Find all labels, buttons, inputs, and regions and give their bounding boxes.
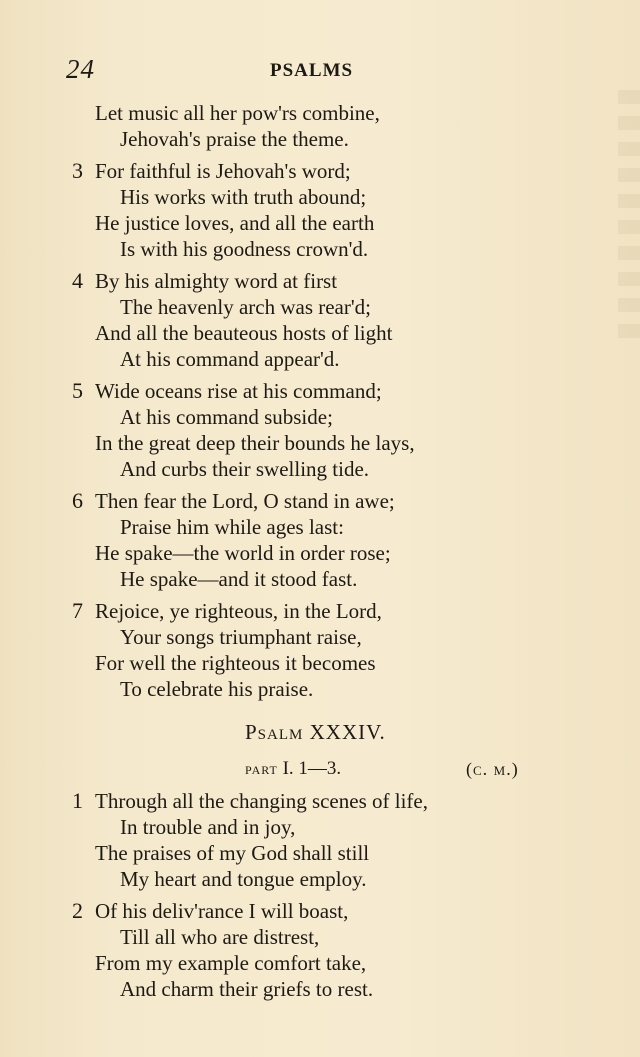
verse-number: 6 <box>72 488 83 513</box>
verse-number: 1 <box>72 788 83 813</box>
verse-line: The heavenly arch was rear'd; <box>120 295 371 319</box>
verse-line: And curbs their swelling tide. <box>120 457 370 481</box>
meter-label: (c. m.) <box>466 759 519 779</box>
verse-line: He justice loves, and all the earth <box>95 211 375 235</box>
stanza <box>0 598 640 702</box>
stanza <box>0 788 640 892</box>
verse-number: 7 <box>72 598 83 623</box>
verse-number: 3 <box>72 158 83 183</box>
verse-line: Through all the changing scenes of life, <box>95 789 428 813</box>
stanza <box>0 378 640 482</box>
verse-line: He spake—and it stood fast. <box>120 567 358 591</box>
part-heading <box>0 754 640 788</box>
verse-line: He spake—the world in order rose; <box>95 541 391 565</box>
stanza <box>0 158 640 262</box>
psalm-title <box>0 718 640 746</box>
verse-line: And charm their griefs to rest. <box>120 977 374 1001</box>
verse <box>0 898 640 1002</box>
verse-line: Jehovah's praise the theme. <box>120 127 349 151</box>
page-header <box>0 54 640 84</box>
page-content <box>0 100 640 1008</box>
verse-line: To celebrate his praise. <box>120 677 314 701</box>
verse-line: Then fear the Lord, O stand in awe; <box>95 489 395 513</box>
part-word: part <box>245 759 278 778</box>
verse <box>0 158 640 262</box>
running-head: PSALMS <box>270 60 354 81</box>
verse <box>0 268 640 372</box>
verse-number: 2 <box>72 898 83 923</box>
page-number: 24 <box>66 54 95 84</box>
verse-line: For well the righteous it becomes <box>95 651 376 675</box>
verse-line: Is with his goodness crown'd. <box>120 237 369 261</box>
verse-number: 4 <box>72 268 83 293</box>
verse-line: And all the beauteous hosts of light <box>95 321 393 345</box>
psalm-title-number: XXXIV. <box>309 720 386 744</box>
verse-line: His works with truth abound; <box>120 185 367 209</box>
stanza <box>0 898 640 1002</box>
verse-line: Your songs triumphant raise, <box>120 625 362 649</box>
verse-line: From my example comfort take, <box>95 951 367 975</box>
psalm-title-word: Psalm <box>245 720 304 744</box>
stanza <box>0 268 640 372</box>
verse-line: Let music all her pow'rs combine, <box>95 101 380 125</box>
part-label <box>245 754 341 784</box>
verse-line: Till all who are distrest, <box>120 925 320 949</box>
verse-line: Wide oceans rise at his command; <box>95 379 382 403</box>
verse-line: Rejoice, ye righteous, in the Lord, <box>95 599 382 623</box>
stanza <box>0 100 640 152</box>
stanza <box>0 488 640 592</box>
verse-line: In the great deep their bounds he lays, <box>95 431 415 455</box>
verse-line: For faithful is Jehovah's word; <box>95 159 351 183</box>
verse-line: By his almighty word at first <box>95 269 338 293</box>
verse <box>0 488 640 592</box>
verse-line: At his command appear'd. <box>120 347 340 371</box>
verse-line: At his command subside; <box>120 405 333 429</box>
verse <box>0 788 640 892</box>
verse <box>0 378 640 482</box>
part-rest: I. 1—3. <box>282 758 342 779</box>
verse-line: My heart and tongue employ. <box>120 867 367 891</box>
verse-line: In trouble and in joy, <box>120 815 296 839</box>
verse-number: 5 <box>72 378 83 403</box>
verse-line: The praises of my God shall still <box>95 841 370 865</box>
verses-top <box>0 100 640 702</box>
verses-bottom <box>0 788 640 1002</box>
verse <box>0 598 640 702</box>
verse <box>0 100 640 152</box>
verse-line: Praise him while ages last: <box>120 515 344 539</box>
verse-line: Of his deliv'rance I will boast, <box>95 899 349 923</box>
